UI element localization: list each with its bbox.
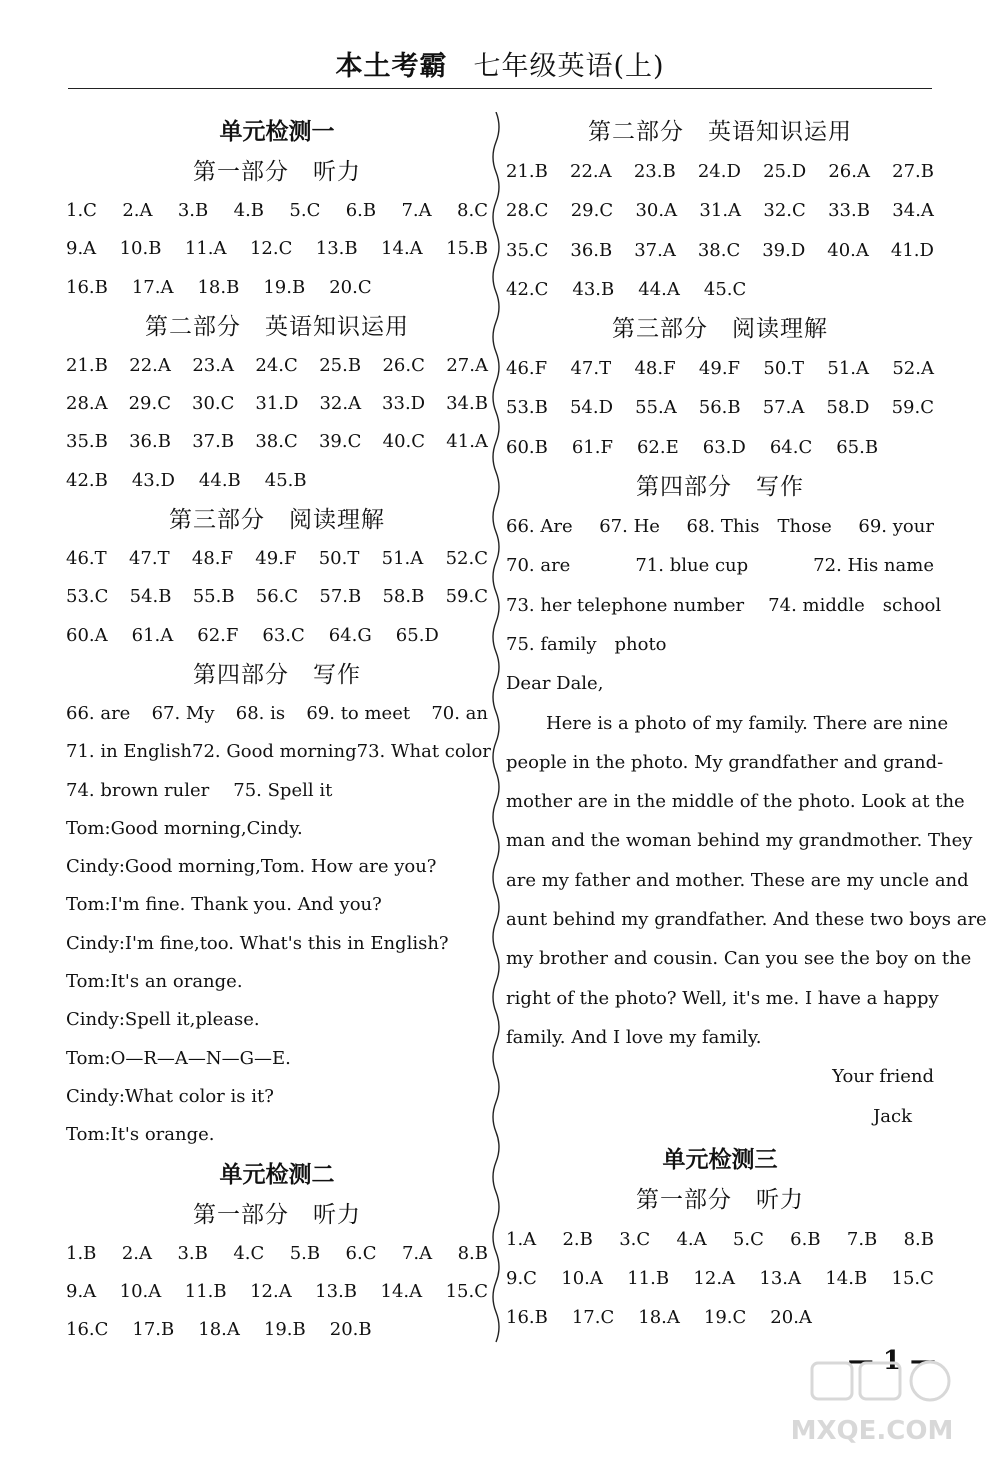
unit2-part1-answers [66,1235,488,1350]
answer-row [66,1235,488,1273]
letter-closing: Your friend [832,1066,934,1088]
answer-item: 38.C [697,239,741,261]
answer-item: 4.A [676,1228,707,1250]
answer-item: 34.A [892,200,934,222]
unit1-part2-answers [66,347,488,500]
text-line: Cindy:What color is it? [66,1085,274,1107]
answer-item: 44.B [198,469,241,491]
answer-item: 62.F [197,624,239,646]
answer-item: 7.A [401,1242,433,1264]
answer-item: 26.A [828,161,870,182]
answer-item: 69. to meet [306,702,411,724]
answer-item: 23.B [633,161,676,182]
answer-item: 35.B [66,431,108,453]
unit3-part1-title: 第一部分 听力 [636,1186,804,1213]
answer-item: 31.D [255,393,299,415]
answer-item: 35.C [506,239,549,261]
answer-item: 20.C [329,276,372,298]
right-column [506,112,987,1338]
answer-item: 41.A [446,431,488,453]
answer-item: 17.B [132,1319,175,1341]
answer-item: 48.F [191,548,233,570]
text-line: Cindy:I'm fine,too. What's this in English? [66,932,449,954]
answer-item: 15.C [891,1268,934,1290]
answer-item: 51.A [381,548,424,570]
answer-item: 68. This Those [686,516,832,538]
answer-item: 53.C [66,586,109,608]
page-header [68,50,932,89]
answer-item: 63.C [262,624,305,646]
answer-item: 1.A [506,1228,537,1250]
answer-item: 67. He [599,516,660,538]
answer-item: 9.C [506,1268,537,1290]
answer-item: 10.B [119,238,162,260]
answer-item: 5.C [732,1228,764,1250]
answer-item: 61.A [131,624,174,646]
answer-item: 8.B [457,1242,488,1264]
answer-item: 31.A [699,200,742,222]
answer-item: 32.A [319,393,362,415]
answer-item: 54.D [569,397,613,419]
answer-item: 70. an [431,702,488,724]
answer-item: 18.A [198,1319,240,1341]
answer-row [506,1220,934,1259]
answer-item: 70. are [506,555,571,577]
answer-item: 56.B [698,397,741,419]
answer-item: 38.C [255,431,298,453]
answer-row [66,347,488,385]
answer-item: 12.A [250,1280,292,1302]
answer-item: 44.A [638,278,680,300]
answer-item: 26.C [382,354,425,376]
unit2-part4-answers [506,507,942,664]
answer-item: 13.A [759,1268,801,1290]
answer-row [66,423,488,461]
answer-item: 60.B [506,436,548,458]
answer-item: 27.A [446,354,488,376]
answer-item: 40.C [382,431,426,453]
text-line: Cindy:Spell it,please. [66,1009,260,1031]
letter-body [506,704,987,1058]
answer-item: 22.A [570,161,612,182]
answer-item: 22.A [129,354,171,376]
answer-item: 16.B [506,1307,548,1329]
answer-item: 3.C [619,1228,651,1250]
answer-item: 50.T [318,548,360,570]
answer-row [66,540,488,578]
answer-item: 48.F [634,358,676,380]
answer-row [506,586,942,625]
answer-item: 28.A [66,393,108,415]
answer-item: 54.B [129,586,172,608]
answer-item: 57.B [319,586,362,608]
answer-item: 4.B [233,200,265,221]
answer-item: 71. in English [66,741,193,763]
answer-row [66,617,488,655]
answer-item: 18.B [197,276,240,298]
answer-item: 6.C [345,1242,377,1264]
answer-item: 59.C [445,586,488,608]
answer-row [506,1259,934,1298]
answer-item: 55.A [635,397,677,419]
answer-item: 33.B [828,200,870,222]
answer-row [66,578,488,616]
answer-item: 34.B [446,393,488,415]
unit2-part2-answers [506,152,934,309]
answer-item: 52.C [445,548,488,570]
answer-item: 75. Spell it [233,779,333,801]
answer-row [506,152,934,191]
answer-item: 2.A [121,1242,153,1264]
answer-item: 36.B [129,431,171,453]
answer-item: 42.B [66,469,108,491]
answer-item: 59.C [891,397,934,419]
unit2-part4-title: 第四部分 写作 [636,474,804,501]
answer-item: 53.B [506,397,548,419]
answer-item: 27.B [892,161,934,182]
answer-item: 43.B [572,278,615,300]
answer-row [66,269,488,307]
answer-item: 63.D [702,436,746,458]
answer-row [506,546,934,585]
answer-row [66,1273,488,1311]
answer-item: 49.F [255,548,297,570]
answer-item: 25.D [763,161,807,182]
answer-item: 8.B [903,1228,934,1250]
answer-row [66,192,488,230]
answer-item: 11.A [184,238,227,260]
text-line: Tom:It's orange. [66,1124,215,1146]
answer-item: 42.C [506,278,549,300]
left-column [66,112,491,1349]
text-line: my brother and cousin. Can you see the boy on the [506,948,972,970]
book-subtitle: 七年级英语(上) [473,51,665,82]
answer-item: 56.C [255,586,299,608]
book-title: 本土考霸 [335,51,448,82]
column-divider [490,112,502,1352]
answer-item: 58.B [382,586,425,608]
unit1-part4-title: 第四部分 写作 [193,661,361,688]
answer-row [506,1298,934,1337]
answer-item: 14.A [381,238,423,260]
answer-item: 58.D [826,397,870,419]
answer-row [66,230,488,268]
answer-item: 19.C [703,1307,747,1329]
unit2-part1-title: 第一部分 听力 [193,1201,361,1228]
answer-item: 16.B [66,276,108,298]
answer-item: 74. middle school [768,594,942,616]
answer-item: 60.A [66,624,108,646]
answer-item: 23.A [192,354,234,376]
answer-row [66,772,488,810]
answer-item: 14.B [825,1268,868,1290]
answer-item: 33.D [382,393,426,415]
watermark-logo [772,1355,972,1455]
answer-item: 20.A [770,1307,812,1329]
unit1-title: 单元检测一 [219,119,335,145]
answer-item: 37.B [192,431,235,453]
text-line: family. And I love my family. [506,1026,762,1048]
answer-item: 12.C [249,238,293,260]
answer-item: 32.C [763,200,806,222]
unit1-part1-answers [66,192,488,307]
answer-item: 65.B [836,436,879,458]
answer-item: 46.F [506,358,548,380]
answer-item: 49.F [698,358,741,380]
answer-item: 6.B [790,1228,821,1250]
answer-item: 30.C [192,393,235,415]
answer-item: 45.C [703,278,747,300]
text-line: right of the photo? Well, it's me. I have a happy [506,987,939,1009]
answer-item: 52.A [892,358,934,380]
text-line: Tom:I'm fine. Thank you. And you? [66,894,382,916]
answer-item: 24.C [255,354,298,376]
unit1-part4-answers [66,695,491,810]
answer-item: 73. her telephone number [506,594,745,616]
text-line: Cindy:Good morning,Tom. How are you? [66,856,437,878]
text-line: Tom:It's an orange. [66,971,243,993]
unit2-part3-answers [506,349,934,467]
answer-row [66,462,488,500]
answer-item: 51.A [827,358,869,380]
answer-item: 39.D [762,239,806,261]
page-number: — 1 — [847,1346,936,1376]
unit3-title: 单元检测三 [662,1146,778,1173]
answer-item: 8.C [457,200,488,221]
answer-item: 69. your [858,516,934,538]
text-line: Tom:O—R—A—N—G—E. [66,1047,291,1069]
answer-item: 12.A [693,1268,736,1290]
answer-row [506,428,934,467]
answer-item: 57.A [762,397,805,419]
answer-item: 3.B [177,200,209,221]
answer-item: 29.C [570,200,614,222]
answer-item: 13.B [315,238,358,260]
answer-row [506,507,934,546]
answer-row [66,695,488,733]
answer-item: 74. brown ruler [66,779,210,801]
answer-item: 28.C [506,200,549,222]
text-line: aunt behind my grandfather. And these two boys are [506,909,987,931]
answer-item: 73. What color [356,741,491,763]
answer-item: 66. Are [506,516,573,538]
letter-signature: Jack [873,1105,912,1127]
text-line: man and the woman behind my grandmother. They [506,830,973,852]
text-line: people in the photo. My grandfather and grand- [506,751,944,773]
answer-item: 65.D [395,624,439,646]
answer-item: 1.C [66,200,97,221]
unit1-part1-title: 第一部分 听力 [193,159,361,185]
answer-item: 11.B [627,1268,670,1290]
answer-item: 61.F [571,436,613,458]
answer-item: 29.C [128,393,172,415]
answer-item: 17.C [571,1307,615,1329]
answer-item: 67. My [151,702,215,724]
unit1-part2-title: 第二部分 英语知识运用 [145,313,409,340]
answer-item: 71. blue cup [635,555,749,577]
answer-item: 13.B [315,1280,358,1302]
answer-item: 36.B [570,239,613,261]
text-line: are my father and mother. These are my uncle and [506,869,969,891]
answer-item: 43.D [131,469,175,491]
unit2-part3-title: 第三部分 阅读理解 [612,316,828,343]
answer-row [66,1311,488,1349]
answer-row [506,625,934,664]
answer-item: 20.B [329,1319,372,1341]
answer-item: 62.E [636,436,679,458]
answer-item: 14.A [380,1280,423,1302]
answer-item: 41.D [890,239,934,261]
answer-item: 6.B [345,200,377,221]
answer-row [506,388,934,427]
answer-item: 47.T [570,358,612,380]
answer-item: 2.B [562,1228,593,1250]
answer-row [66,385,488,423]
unit2-title: 单元检测二 [219,1161,335,1188]
answer-item: 37.A [634,239,676,261]
answer-item: 72. Good morning [192,741,357,763]
answer-item: 46.T [66,548,107,570]
answer-item: 15.C [445,1280,488,1302]
unit3-part1-answers [506,1220,934,1338]
text-line: Tom:Good morning,Cindy. [66,817,303,839]
answer-item: 64.C [769,436,813,458]
letter-greeting: Dear Dale, [506,673,604,695]
answer-item: 7.A [401,200,432,221]
answer-item: 75. family photo [506,633,667,655]
answer-row [506,231,934,270]
answer-item: 19.B [263,1319,306,1341]
answer-row [506,349,934,388]
answer-item: 24.D [697,161,741,182]
answer-item: 3.B [177,1242,208,1264]
answer-item: 72. His name [813,555,934,577]
answer-item: 64.G [328,624,372,646]
answer-item: 55.B [192,586,235,608]
answer-item: 39.C [318,431,362,453]
answer-item: 45.B [264,469,307,491]
dialog-text [66,810,488,1155]
answer-item: 10.A [119,1280,162,1302]
watermark-text: MXQE.COM [790,1416,954,1446]
text-line: mother are in the middle of the photo. Look at the [506,791,965,813]
answer-row [506,191,934,230]
answer-item: 1.B [66,1242,97,1264]
answer-item: 68. is [235,702,286,724]
answer-row [506,270,934,309]
answer-item: 50.T [763,358,805,380]
answer-item: 9.A [66,1280,97,1302]
answer-row [66,733,491,771]
unit1-part3-title: 第三部分 阅读理解 [169,507,385,534]
answer-item: 40.A [827,239,869,261]
answer-item: 18.A [638,1307,680,1329]
unit1-part3-answers [66,540,488,655]
answer-item: 7.B [846,1228,878,1250]
answer-item: 5.C [289,200,321,221]
answer-item: 21.B [66,354,108,376]
answer-item: 30.A [635,200,678,222]
text-line: Here is a photo of my family. There are nine [546,712,949,734]
answer-item: 16.C [66,1319,109,1341]
answer-item: 11.B [184,1280,227,1302]
answer-item: 19.B [263,276,306,298]
unit2-part2-title: 第二部分 英语知识运用 [588,119,852,145]
answer-item: 47.T [128,548,170,570]
answer-item: 2.A [122,200,153,221]
answer-item: 21.B [506,161,548,182]
answer-item: 17.A [131,276,174,298]
answer-item: 5.B [289,1242,321,1264]
answer-item: 10.A [561,1268,603,1290]
answer-item: 25.B [319,354,362,376]
answer-item: 9.A [66,238,97,260]
answer-item: 66. are [66,702,131,724]
answer-item: 4.C [233,1242,265,1264]
answer-item: 15.B [446,238,488,260]
